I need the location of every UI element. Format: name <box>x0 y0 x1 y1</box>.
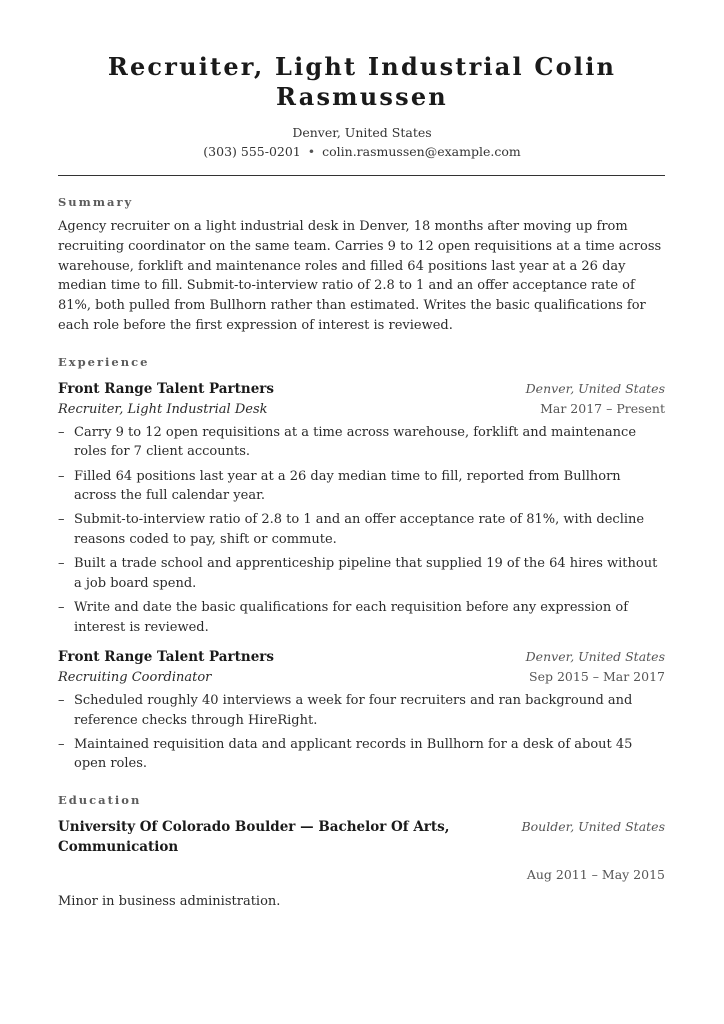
summary-text: Agency recruiter on a light industrial desk in Denver, 18 months after moving up from recruiting coordinator on the same team. Carries 9 to 12 open requisitions at a time across warehouse, forklift and maintenance roles and filled 64 positions last year at a 26 day median time to fill. Submit-to-interview ratio of 2.8 to 1 and an offer acceptance rate of 81%, both pulled from Bullhorn rather than estimated. Writes the basic qualifications for each role before the first expression of interest is reviewed. <box>58 219 662 333</box>
bullet-text: Filled 64 positions last year at a 26 day median time to fill, reported from Bullhorn across the full calendar year. <box>74 468 621 504</box>
contact-separator: • <box>307 144 316 159</box>
education-entry <box>58 817 665 911</box>
job-bullet <box>58 467 665 506</box>
job-bullet <box>58 510 665 549</box>
job-employer: Front Range Talent Partners <box>58 380 275 397</box>
education-note: Minor in business administration. <box>58 894 281 910</box>
job-bullet <box>58 423 665 462</box>
bullet-text: Submit-to-interview ratio of 2.8 to 1 and an offer acceptance rate of 81%, with decline reasons coded to pay, shift or commute. <box>74 512 645 547</box>
candidate-name: Recruiter, Light Industrial Colin Rasmussen <box>107 52 617 111</box>
bullet-marker: – <box>58 556 65 572</box>
bullet-marker: – <box>58 512 65 528</box>
bullet-marker: – <box>58 736 65 752</box>
job-bullets <box>58 691 665 774</box>
job-dates: Sep 2015 – Mar 2017 <box>529 669 665 685</box>
job-bullet <box>58 691 665 730</box>
job-bullets <box>58 423 665 637</box>
job-entry <box>58 379 665 637</box>
header-divider <box>58 175 665 176</box>
education-dates: Aug 2011 – May 2015 <box>526 867 665 883</box>
bullet-text: Built a trade school and apprenticeship pipeline that supplied 19 of the 64 hires without a job board spend. <box>74 556 658 591</box>
job-role: Recruiter, Light Industrial Desk <box>58 401 268 417</box>
job-location: Denver, United States <box>525 380 665 396</box>
job-employer: Front Range Talent Partners <box>58 649 275 666</box>
bullet-marker: – <box>58 693 65 709</box>
job-role: Recruiting Coordinator <box>58 670 212 686</box>
bullet-text: Maintained requisition data and applicant records in Bullhorn for a desk of about 45 open roles. <box>74 736 633 772</box>
job-bullet <box>58 554 665 593</box>
contact-phone: (303) 555-0201 <box>203 144 301 159</box>
education-degree: University Of Colorado Boulder — Bachelor Of Arts, Communication <box>58 819 450 856</box>
bullet-marker: – <box>58 468 65 484</box>
education-heading: Education <box>58 793 142 808</box>
bullet-marker: – <box>58 424 65 440</box>
bullet-text: Scheduled roughly 40 interviews a week for four recruiters and ran background and reference checks through HireRight. <box>74 693 633 728</box>
job-dates: Mar 2017 – Present <box>540 400 665 416</box>
contact-location: Denver, United States <box>292 125 432 140</box>
contact-email: colin.rasmussen@example.com <box>322 144 521 159</box>
bullet-text: Write and date the basic qualifications for each requisition before any expression of interest is reviewed. <box>74 599 629 635</box>
education-location: Boulder, United States <box>521 819 665 835</box>
job-bullet <box>58 598 665 637</box>
summary-heading: Summary <box>58 195 134 209</box>
job-location: Denver, United States <box>525 649 665 665</box>
bullet-text: Carry 9 to 12 open requisitions at a time across warehouse, forklift and maintenance roles for 7 client accounts. <box>74 424 637 460</box>
bullet-marker: – <box>58 599 65 615</box>
job-bullet <box>58 735 665 774</box>
contact-details <box>58 142 666 161</box>
job-entry <box>58 647 665 774</box>
experience-heading: Experience <box>58 354 150 369</box>
